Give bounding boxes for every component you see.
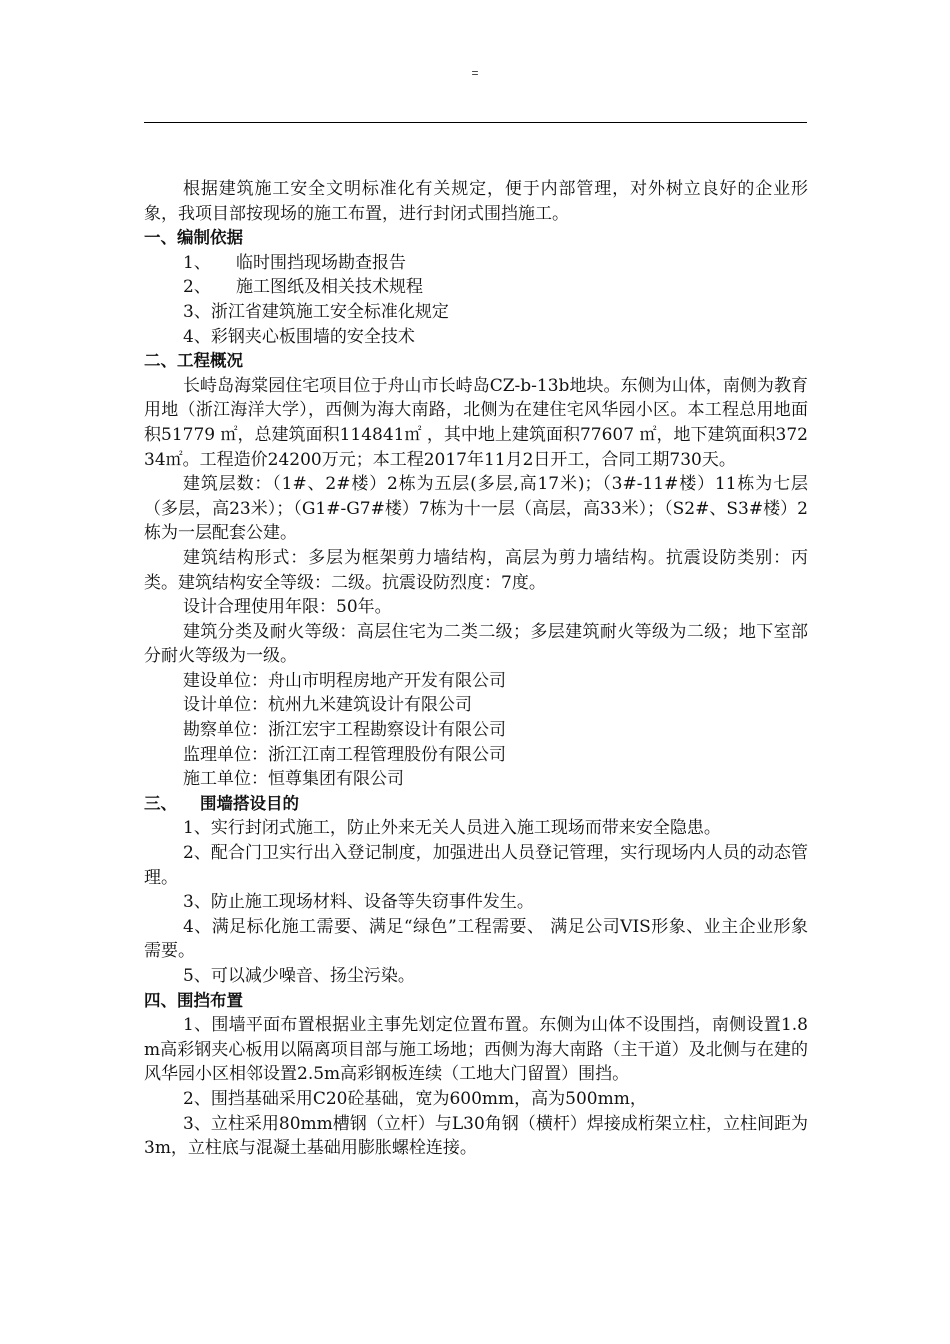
unit-line: 施工单位：恒尊集团有限公司 xyxy=(183,769,404,790)
unit-line: 设计单位：杭州九米建筑设计有限公司 xyxy=(183,695,472,716)
item-text: 浙江省建筑施工安全标准化规定 xyxy=(210,301,449,322)
section-2-heading: 二、工程概况 xyxy=(144,351,243,371)
layout-paragraph: 2、围挡基础采用C20砼基础，宽为600mm，高为500mm， xyxy=(183,1088,647,1109)
overview-paragraph: 长峙岛海棠园住宅项目位于舟山市长峙岛CZ-b-13b地块。东侧为山体，南侧为教育用地（浙江海洋大学），西侧为海大南路，北侧为在建住宅风华园小区。本工程总用地面积51779 ㎡，总建筑面积114841㎡ ，其中地上建筑面积77607 ㎡，地下建筑面积37234㎡。工程造价24200万元；本工程2017年11月2日开工，合同工期730天。 xyxy=(144,375,808,470)
layout-paragraph: 3、立柱采用80mm槽钢（立杆）与L30角钢（横杆）焊接成桁架立柱，立柱间距为3m，立柱底与混凝土基础用膨胀螺栓连接。 xyxy=(144,1113,808,1159)
purpose-paragraph: 4、满足标化施工需要、满足“绿色”工程需要、 满足公司VIS形象、业主企业形象需要。 xyxy=(144,916,808,962)
unit-line: 建设单位：舟山市明程房地产开发有限公司 xyxy=(183,670,506,691)
unit-line: 监理单位：浙江江南工程管理股份有限公司 xyxy=(183,744,506,765)
unit-line: 勘察单位：浙江宏宇工程勘察设计有限公司 xyxy=(183,720,506,741)
overview-paragraph: 设计合理使用年限：50年。 xyxy=(183,597,392,618)
section-number: 三、 xyxy=(144,793,177,813)
section-1-item xyxy=(144,300,808,325)
item-text: 临时围挡现场勘查报告 xyxy=(236,252,406,273)
item-number: 3、 xyxy=(183,301,211,322)
document-body xyxy=(144,177,808,1161)
item-number: 2、 xyxy=(183,277,211,298)
purpose-paragraph: 2、配合门卫实行出入登记制度，加强进出人员登记管理，实行现场内人员的动态管理。 xyxy=(144,843,808,888)
purpose-paragraph: 1、实行封闭式施工，防止外来无关人员进入施工现场而带来安全隐患。 xyxy=(183,818,721,839)
layout-paragraph: 1、围墙平面布置根据业主事先划定位置布置。东侧为山体不设围挡，南侧设置1.8m高彩钢夹心板用以隔离项目部与施工场地；西侧为海大南路（主干道）及北侧与在建的风华园小区相邻设置2.5m高彩钢板连续（工地大门留置）围挡。 xyxy=(144,1015,808,1085)
item-number: 1、 xyxy=(183,252,211,273)
overview-paragraph: 建筑结构形式：多层为框架剪力墙结构，高层为剪力墙结构。抗震设防类别：丙类。建筑结构安全等级：二级。抗震设防烈度：7度。 xyxy=(144,547,808,593)
section-1-heading: 一、编制依据 xyxy=(144,228,243,248)
purpose-paragraph: 3、防止施工现场材料、设备等失窃事件发生。 xyxy=(183,892,534,913)
item-text: 施工图纸及相关技术规程 xyxy=(236,277,423,298)
overview-paragraph: 建筑分类及耐火等级：高层住宅为二类二级；多层建筑耐火等级为二级；地下室部分耐火等级为一级。 xyxy=(144,621,808,667)
section-1-item xyxy=(144,251,808,276)
section-4-heading: 四、围挡布置 xyxy=(144,990,243,1010)
header-rule xyxy=(144,122,807,123)
item-text: 彩钢夹心板围墙的安全技术 xyxy=(210,326,415,347)
section-3-heading xyxy=(144,792,808,817)
section-title: 围墙搭设目的 xyxy=(200,793,299,813)
header-mark: = xyxy=(471,66,479,80)
intro-paragraph: 根据建筑施工安全文明标准化有关规定，便于内部管理，对外树立良好的企业形象，我项目部按现场的施工布置，进行封闭式围挡施工。 xyxy=(144,179,808,224)
overview-paragraph: 建筑层数：（1#、2#楼）2栋为五层(多层,高17米)；（3#-11#楼）11栋为七层（多层，高23米）；（G1#-G7#楼）7栋为十一层（高层，高33米）；（S2#、S3#楼）2栋为一层配套公建。 xyxy=(144,474,808,544)
purpose-paragraph: 5、可以减少噪音、扬尘污染。 xyxy=(183,966,415,986)
section-1-item xyxy=(144,325,808,350)
item-number: 4、 xyxy=(183,326,211,347)
section-1-item xyxy=(144,275,808,300)
